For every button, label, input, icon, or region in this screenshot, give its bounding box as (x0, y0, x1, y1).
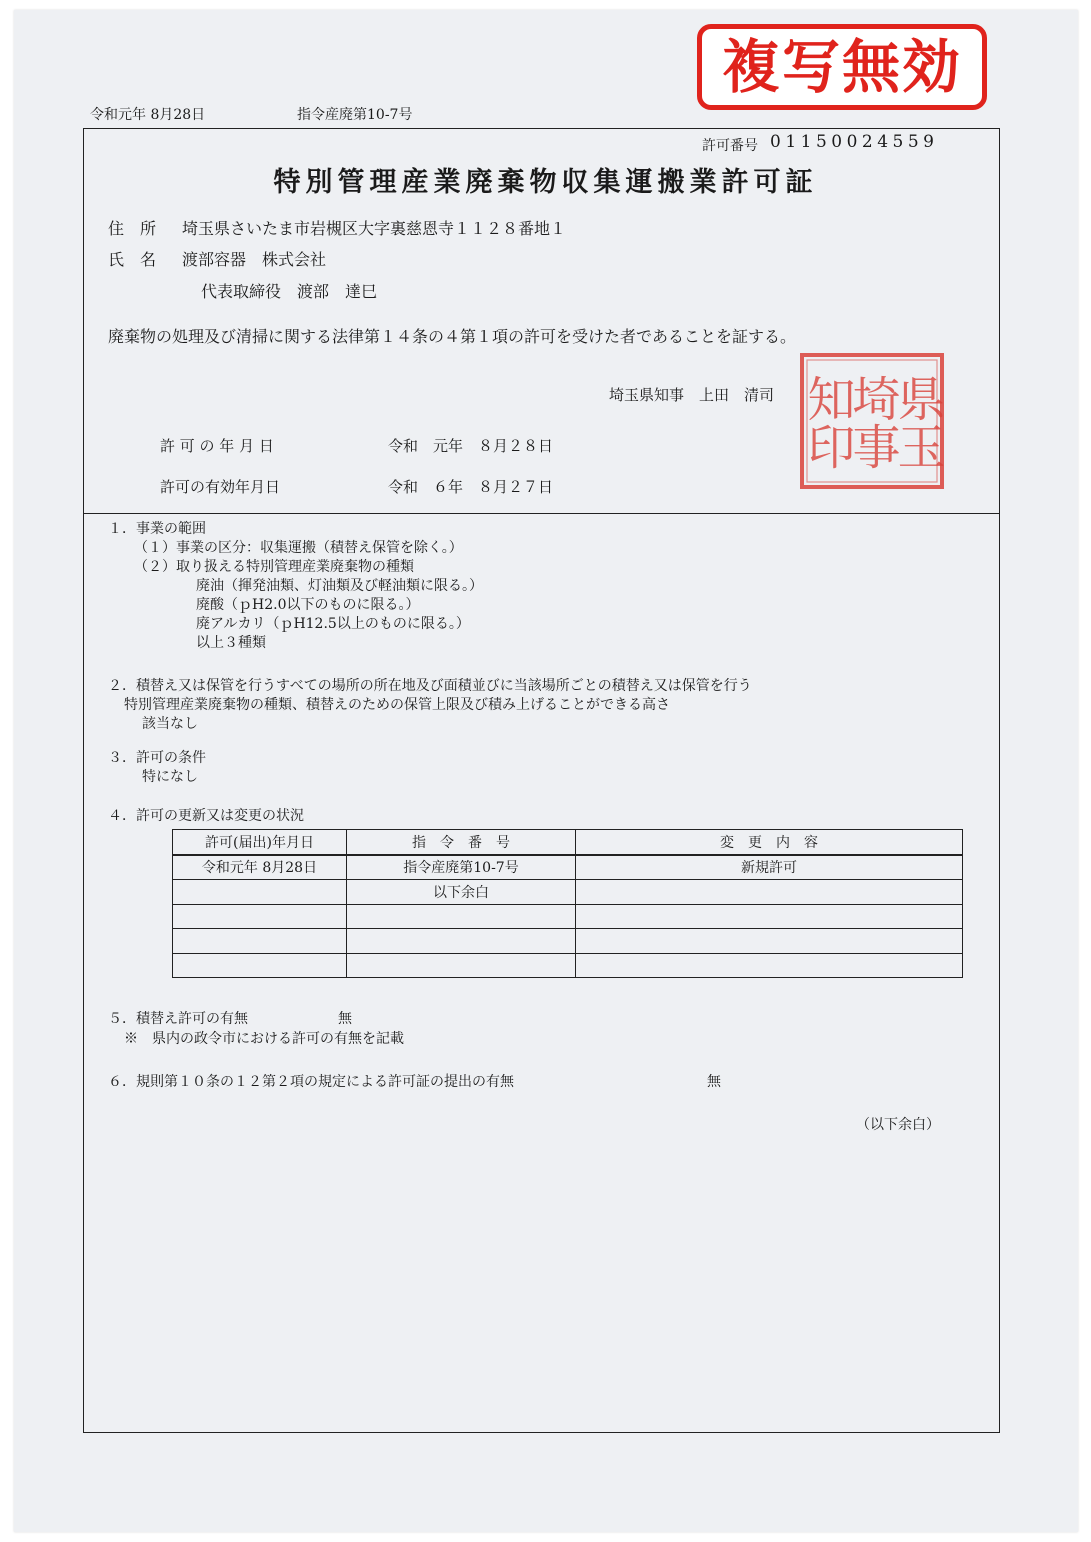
issuer: 埼玉県知事 上田 清司 (609, 386, 775, 404)
section-1-item-1: （１）事業の区分：収集運搬（積替え保管を除く。） (134, 540, 463, 556)
table-cell: 新規許可 (576, 855, 963, 880)
waste-type-total: 以上３種類 (196, 635, 266, 651)
seal-column-2: 埼事 (844, 374, 900, 470)
permit-number: 01150024559 (770, 132, 939, 152)
section-2-line-2: 特別管理産業廃棄物の種類、積替えのための保管上限及び積み上げることができる高さ (124, 697, 670, 713)
header-directive: 指 令 番 号 (347, 830, 576, 855)
seal-column-3: 知印 (799, 374, 855, 470)
table-cell: 令和元年 8月28日 (173, 855, 347, 880)
table-cell (347, 929, 576, 954)
table-cell (576, 904, 963, 929)
section-3-title: ３．許可の条件 (108, 750, 206, 766)
permit-number-label: 許可番号 (702, 138, 758, 154)
page-title: 特別管理産業廃棄物収集運搬業許可証 (273, 167, 818, 198)
address: 埼玉県さいたま市岩槻区大字裏慈恩寺１１２８番地１ (182, 219, 567, 238)
address-label: 住 所 (108, 219, 157, 238)
table-row (173, 904, 963, 929)
history-table (172, 829, 963, 978)
closing-note: （以下余白） (856, 1117, 940, 1133)
section-3-value: 特になし (142, 769, 198, 785)
seal-column-1: 県玉 (889, 374, 945, 470)
waste-type-2: 廃酸（ｐH2.0以下のものに限る。） (196, 597, 420, 613)
table-cell (173, 904, 347, 929)
table-cell (173, 929, 347, 954)
valid-until: 令和 ６年 ８月２７日 (388, 478, 554, 496)
table-row (173, 929, 963, 954)
permit-date-label: 許 可 の 年 月 日 (160, 437, 274, 455)
table-row (173, 855, 963, 880)
table-cell (576, 929, 963, 954)
table-cell (173, 953, 347, 978)
table-cell (347, 904, 576, 929)
copy-invalid-stamp: 複写無効 (697, 24, 987, 110)
section-1-item-2: （２）取り扱える特別管理産業廃棄物の種類 (134, 559, 414, 575)
table-header-row (173, 830, 963, 855)
section-5-note: ※ 県内の政令市における許可の有無を記載 (124, 1031, 404, 1047)
waste-type-3: 廃アルカリ（ｐH12.5以上のものに限る。） (196, 616, 470, 632)
issue-date: 令和元年 8月28日 (90, 107, 206, 123)
header-date: 許可(届出)年月日 (173, 830, 347, 855)
permit-date: 令和 元年 ８月２８日 (388, 437, 554, 455)
table-cell (576, 953, 963, 978)
table-cell: 指令産廃第10-7号 (347, 855, 576, 880)
section-4-title: ４．許可の更新又は変更の状況 (108, 808, 304, 824)
header-change: 変 更 内 容 (576, 830, 963, 855)
section-5-value: 無 (338, 1011, 352, 1027)
governor-seal (799, 352, 945, 490)
valid-until-label: 許可の有効年月日 (160, 478, 281, 496)
section-1-title: １．事業の範囲 (108, 521, 206, 537)
table-cell: 以下余白 (347, 880, 576, 905)
section-5-title: ５．積替え許可の有無 (108, 1011, 248, 1027)
certification-text: 廃棄物の処理及び清掃に関する法律第１４条の４第１項の許可を受けた者であることを証する。 (108, 327, 797, 346)
frame-divider (83, 513, 1000, 514)
table-row (173, 953, 963, 978)
section-6-value: 無 (707, 1074, 721, 1090)
directive-number: 指令産廃第10-7号 (297, 107, 413, 123)
representative: 代表取締役 渡部 達巳 (201, 282, 378, 301)
section-2-value: 該当なし (142, 716, 198, 732)
section-6-title: ６．規則第１０条の１２第２項の規定による許可証の提出の有無 (108, 1074, 514, 1090)
section-2-line-1: ２．積替え又は保管を行うすべての場所の所在地及び面積並びに当該場所ごとの積替え又は保管を行う (108, 678, 752, 694)
company-name: 渡部容器 株式会社 (182, 250, 327, 269)
table-cell (347, 953, 576, 978)
table-cell (173, 880, 347, 905)
table-row (173, 880, 963, 905)
name-label: 氏 名 (108, 250, 157, 269)
waste-type-1: 廃油（揮発油類、灯油類及び軽油類に限る。） (196, 578, 483, 594)
table-cell (576, 880, 963, 905)
